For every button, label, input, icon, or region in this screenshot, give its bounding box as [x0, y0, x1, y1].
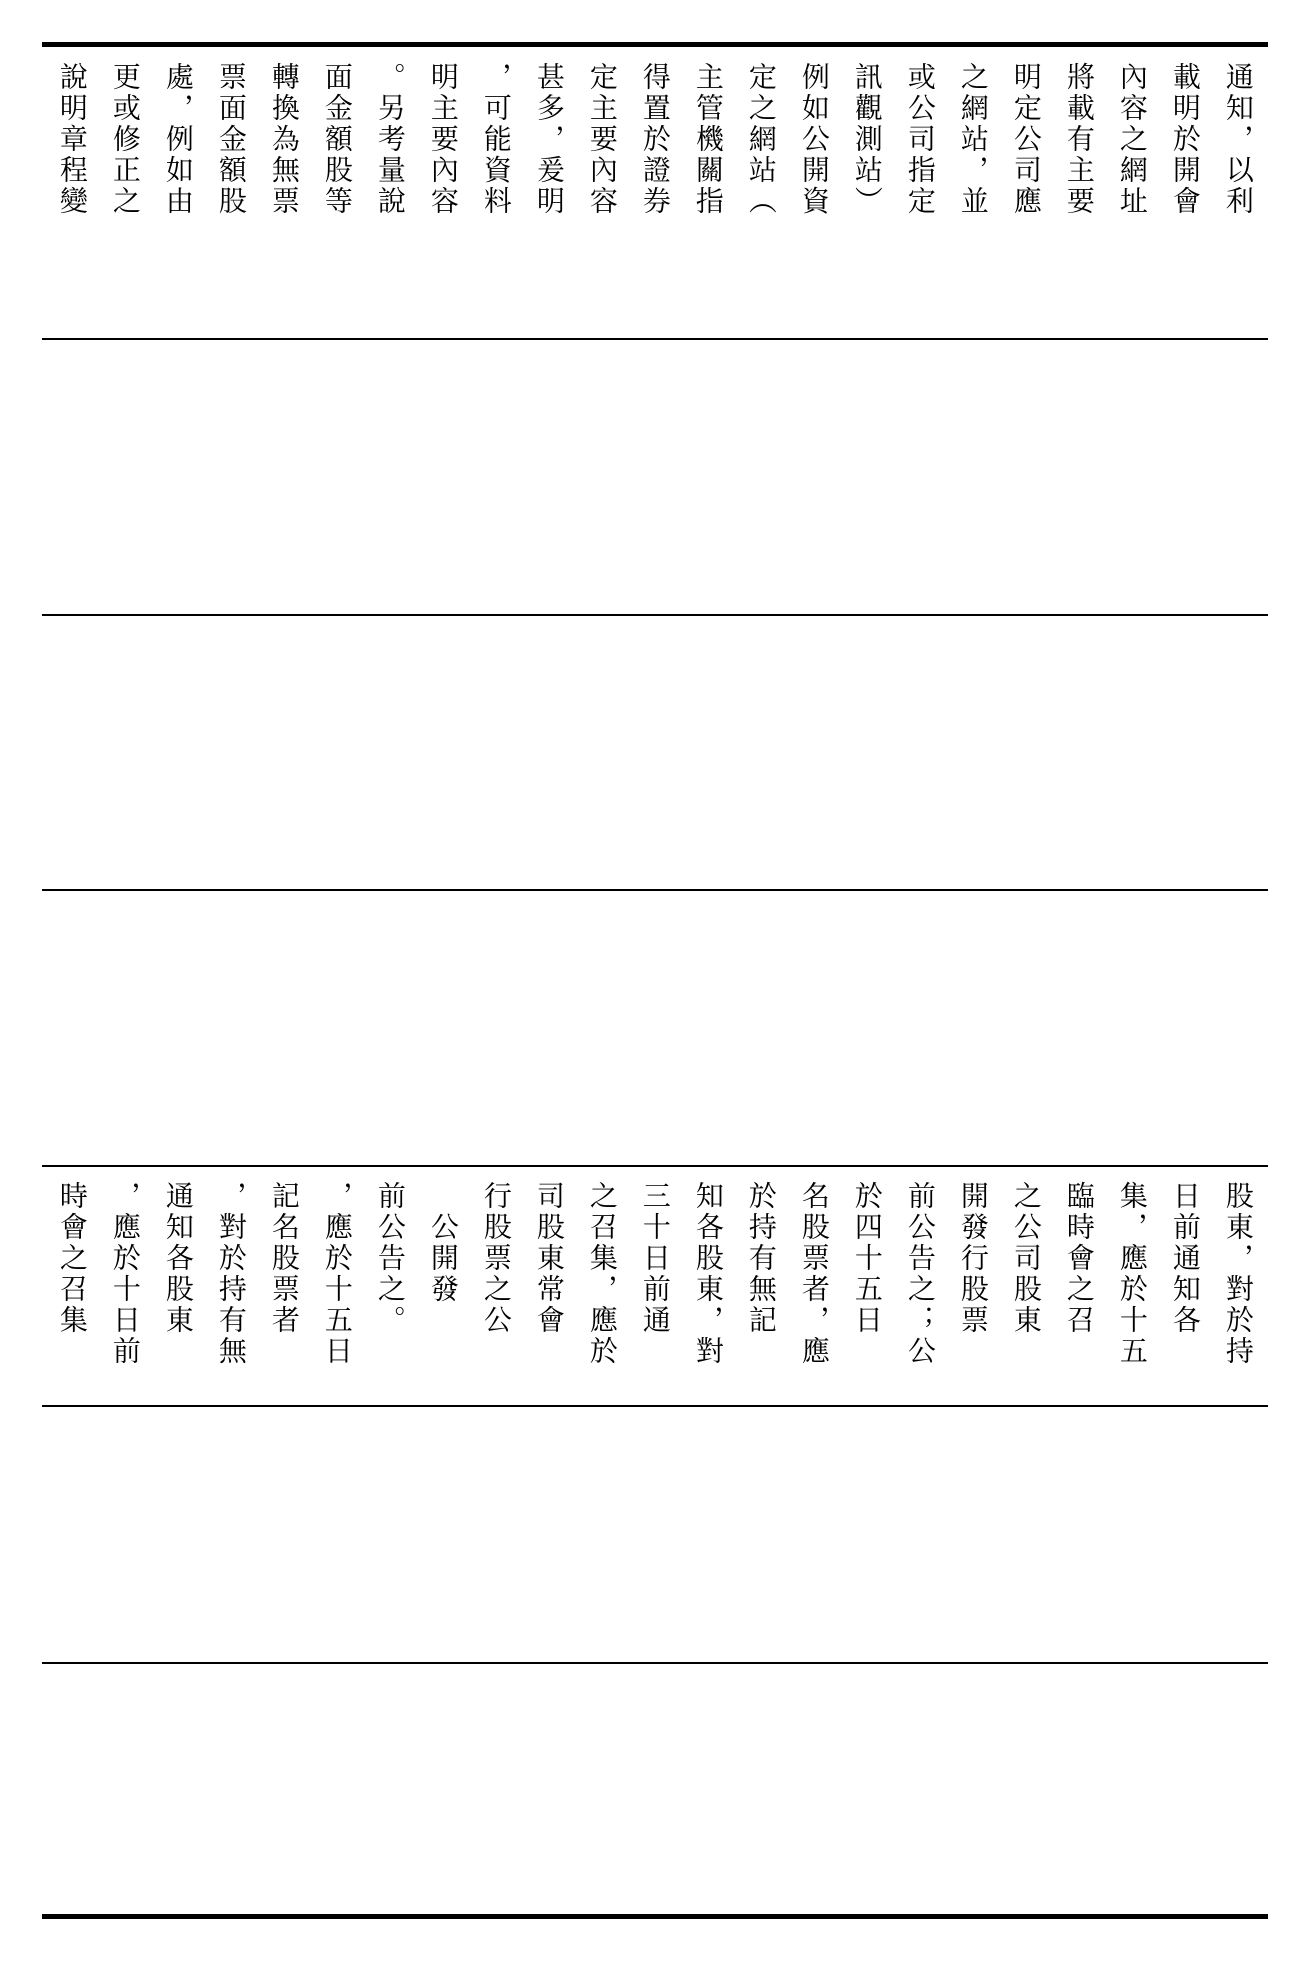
text-column: ，應於十日前: [108, 1181, 142, 1367]
table-row: [46, 891, 1264, 1165]
text-column: 於四十五日: [850, 1181, 884, 1336]
text-column: 得置於證券: [638, 62, 672, 217]
text-column: 明定公司應: [1009, 62, 1043, 217]
text-column: 內容之網址: [1115, 62, 1149, 217]
text-column: 將載有主要: [1062, 62, 1096, 217]
top-rule: [42, 42, 1268, 47]
text-column: 記名股票者: [267, 1181, 301, 1336]
text-column: 之召集，應於: [585, 1181, 619, 1367]
text-column: 處，例如由: [161, 62, 195, 217]
text-column: 於持有無記: [744, 1181, 778, 1336]
text-column: 面金額股等: [320, 62, 354, 217]
text-column: 或公司指定: [903, 62, 937, 217]
text-column: 臨時會之召: [1062, 1181, 1096, 1336]
text-column: 轉換為無票: [267, 62, 301, 217]
row-5-text: [46, 1167, 1264, 1405]
text-column: ，對於持有無: [214, 1181, 248, 1367]
row-1-text: [46, 48, 1264, 338]
text-column: 。另考量說: [373, 62, 407, 217]
text-column: 甚多，爰明: [532, 62, 566, 217]
text-column: ，可能資料: [479, 62, 513, 217]
text-column: 說明章程變: [55, 62, 89, 217]
text-column: 訊觀測站）: [850, 62, 884, 217]
text-column: ，應於十五日: [320, 1181, 354, 1367]
text-column: 主管機關指: [691, 62, 725, 217]
text-column: 明主要內容: [426, 62, 460, 217]
text-column: 股東，對於持: [1221, 1181, 1255, 1367]
text-column: 知各股東，對: [691, 1181, 725, 1367]
text-column: 之公司股東: [1009, 1181, 1043, 1336]
text-column: 司股東常會: [532, 1181, 566, 1336]
text-column: 前公告之；公: [903, 1181, 937, 1367]
text-column: 定之網站（: [744, 62, 778, 217]
table-row: [46, 48, 1264, 338]
text-column: 開發行股票: [956, 1181, 990, 1336]
text-column: 集，應於十五: [1115, 1181, 1149, 1367]
table-row: [46, 616, 1264, 889]
text-column: 三十日前通: [638, 1181, 672, 1336]
table-row: [46, 1664, 1264, 1914]
table-row: [46, 340, 1264, 614]
text-column: 日前通知各: [1168, 1181, 1202, 1336]
text-column: 載明於開會: [1168, 62, 1202, 217]
text-column: 前公告之。: [373, 1181, 407, 1336]
table-row: [46, 1167, 1264, 1405]
text-column: 定主要內容: [585, 62, 619, 217]
text-column: 通知各股東: [161, 1181, 195, 1336]
text-column: 更或修正之: [108, 62, 142, 217]
table-row: [46, 1407, 1264, 1662]
text-column: 名股票者，應: [797, 1181, 831, 1367]
text-column: 例如公開資: [797, 62, 831, 217]
text-column: 行股票之公: [479, 1181, 513, 1336]
text-column: 時會之召集: [55, 1181, 89, 1336]
text-column: 通知，以利: [1221, 62, 1255, 217]
bottom-rule: [42, 1914, 1268, 1919]
text-column: 票面金額股: [214, 62, 248, 217]
text-column: 公開發: [426, 1181, 460, 1305]
text-column: 之網站，並: [956, 62, 990, 217]
